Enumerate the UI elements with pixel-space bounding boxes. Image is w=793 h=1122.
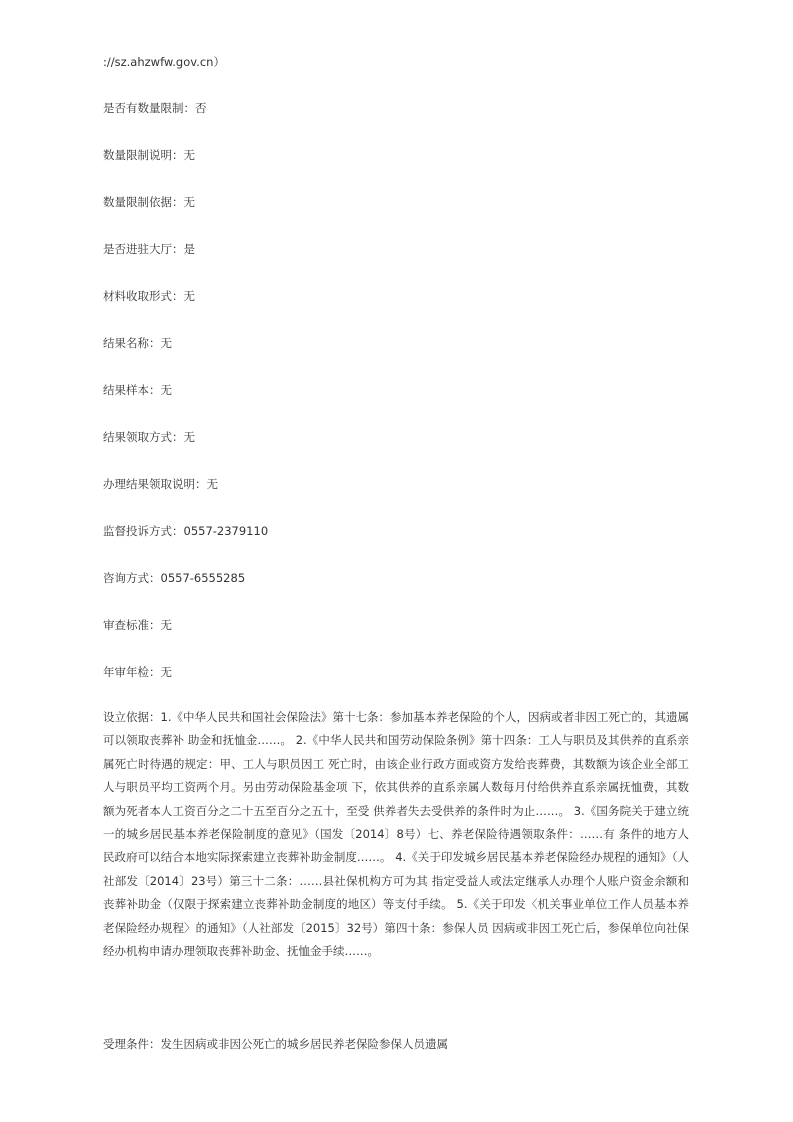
url-continuation: ://sz.ahzwfw.gov.cn） — [103, 55, 225, 69]
field-result-sample: 结果样本：无 — [103, 383, 172, 397]
field-annual-inspection: 年审年检：无 — [103, 665, 172, 679]
acceptance-conditions: 受理条件：发生因病或非因公死亡的城乡居民养老保险参保人员遗属 — [103, 1037, 448, 1051]
field-review-standard: 审查标准：无 — [103, 618, 172, 632]
field-complaint-contact: 监督投诉方式：0557-2379110 — [103, 524, 269, 538]
field-consultation-contact: 咨询方式：0557-6555285 — [103, 571, 246, 585]
field-result-collection-method: 结果领取方式：无 — [103, 430, 195, 444]
field-quantity-limit: 是否有数量限制：否 — [103, 101, 207, 115]
field-result-name: 结果名称：无 — [103, 336, 172, 350]
field-material-collection-form: 材料收取形式：无 — [103, 289, 195, 303]
field-quantity-limit-basis: 数量限制依据：无 — [103, 195, 195, 209]
field-quantity-limit-description: 数量限制说明：无 — [103, 148, 195, 162]
field-result-collection-note: 办理结果领取说明：无 — [103, 477, 218, 491]
legal-basis-paragraph: 设立依据：1.《中华人民共和国社会保险法》第十七条：参加基本养老保险的个人，因病或者非因工死亡的，其遗属可以领取丧葬补 助金和抚恤金……。 2.《中华人民共和国劳动保险条例》第十四条：工人与职员及其供养的直系亲属死亡时待遇的规定：甲、工人与职员因工 死亡时，由该企业行政方面或资方发给丧葬费，其数额为该企业全部工人与职员平均工资两个月。另由劳动保险基金项 下，依其供养的直系亲属人数每月付给供养直系亲属抚恤费，其数额为死者本人工资百分之二十五至百分之五十，至受 供养者失去受供养的条件时为止……。 3.《国务院关于建立统一的城乡居民基本养老保险制度的意见》（国发〔2014〕8号）七、养老保险待遇领取条件：……有 条件的地方人民政府可以结合本地实际探索建立丧葬补助金制度……。 4.《关于印发城乡居民基本养老保险经办规程的通知》（人社部发〔2014〕23号）第三十二条：……县社保机构方可为其 指定受益人或法定继承人办理个人账户资金余额和丧葬补助金（仅限于探索建立丧葬补助金制度的地区）等支付手续。 5.《关于印发〈机关事业单位工作人员基本养老保险经办规程〉的通知》（人社部发〔2015〕32号）第四十条：参保人员 因病或非因工死亡后，参保单位向社保经办机构申请办理领取丧葬补助金、抚恤金手续……。 — [103, 710, 689, 959]
field-in-service-hall: 是否进驻大厅：是 — [103, 242, 195, 256]
